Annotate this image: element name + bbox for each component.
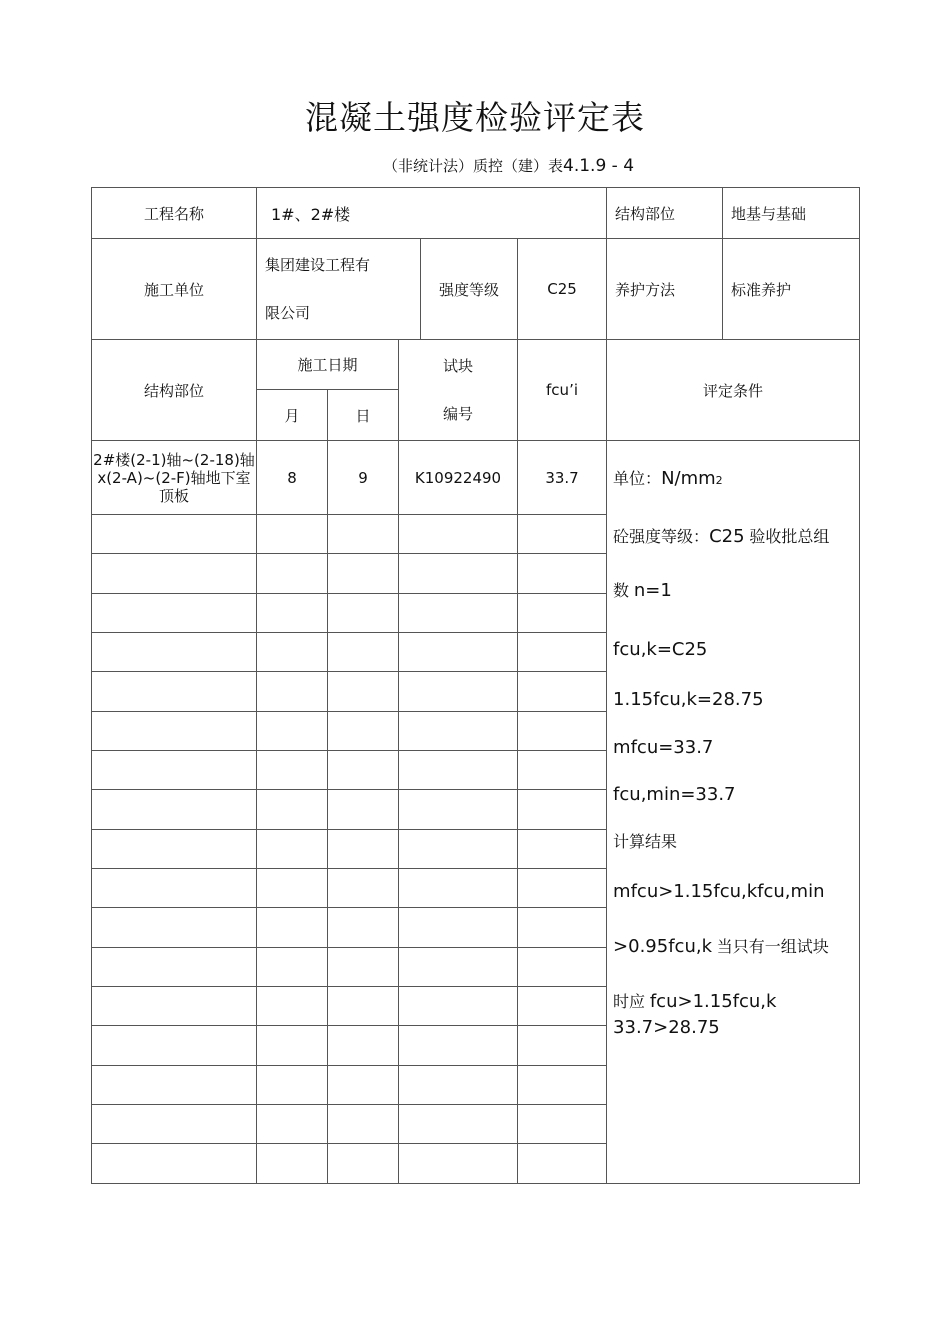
eval-grade: 砼强度等级：C25 验收批总组 bbox=[613, 526, 830, 547]
evaluation-panel bbox=[607, 441, 860, 1184]
form-subtitle bbox=[383, 155, 634, 176]
curing-method-label: 养护方法 bbox=[607, 239, 723, 340]
col-structure-part: 结构部位 bbox=[92, 340, 257, 441]
row-month: 8 bbox=[257, 441, 328, 515]
col-specimen-line-2: 编号 bbox=[442, 405, 473, 423]
eval-unit: 单位：N/mm2 bbox=[613, 468, 723, 489]
evaluation-table bbox=[91, 187, 860, 1184]
subtitle-prefix: （非统计法）质控（建）表 bbox=[383, 157, 564, 175]
eval-calc-label: 计算结果 bbox=[613, 832, 678, 851]
curing-method-value: 标准养护 bbox=[723, 239, 860, 340]
col-specimen-number bbox=[399, 340, 518, 441]
col-criteria: 评定条件 bbox=[607, 340, 860, 441]
eval-condition-3: 时应 fcu>1.15fcu,k bbox=[613, 991, 777, 1012]
row-specimen: K10922490 bbox=[399, 441, 518, 515]
contractor-value bbox=[257, 239, 421, 340]
col-specimen-line-1: 试块 bbox=[442, 357, 473, 375]
eval-fcu-min: fcu,min=33.7 bbox=[613, 784, 736, 805]
eval-condition-2: >0.95fcu,k 当只有一组试块 bbox=[613, 936, 829, 957]
eval-fcuk: fcu,k=C25 bbox=[613, 639, 708, 660]
form-code: 4.1.9 - 4 bbox=[563, 156, 635, 176]
page-title: 混凝土强度检验评定表 bbox=[305, 98, 645, 137]
contractor-line-1: 集团建设工程有 bbox=[265, 256, 371, 274]
eval-result: 33.7>28.75 bbox=[613, 1017, 720, 1038]
project-name-label: 工程名称 bbox=[92, 188, 257, 239]
col-month: 月 bbox=[257, 390, 328, 441]
contractor-line-2: 限公司 bbox=[265, 304, 311, 322]
eval-fcuk-115: 1.15fcu,k=28.75 bbox=[613, 689, 764, 710]
strength-grade-label: 强度等级 bbox=[421, 239, 518, 340]
project-name-value: 1#、2#楼 bbox=[257, 188, 607, 239]
row-fcu: 33.7 bbox=[518, 441, 607, 515]
row-location: 2#楼(2-1)轴~(2-18)轴x(2-A)~(2-F)轴地下室顶板 bbox=[92, 441, 257, 515]
structure-part-label: 结构部位 bbox=[607, 188, 723, 239]
col-fcu: fcu’i bbox=[518, 340, 607, 441]
eval-count: 数 n=1 bbox=[613, 580, 672, 601]
eval-mfcu: mfcu=33.7 bbox=[613, 737, 714, 758]
table-row bbox=[92, 441, 860, 515]
contractor-label: 施工单位 bbox=[92, 239, 257, 340]
eval-condition-1: mfcu>1.15fcu,kfcu,min bbox=[613, 881, 825, 902]
strength-grade-value: C25 bbox=[518, 239, 607, 340]
structure-part-value: 地基与基础 bbox=[723, 188, 860, 239]
col-construction-date: 施工日期 bbox=[257, 340, 399, 390]
row-day: 9 bbox=[328, 441, 399, 515]
col-day: 日 bbox=[328, 390, 399, 441]
